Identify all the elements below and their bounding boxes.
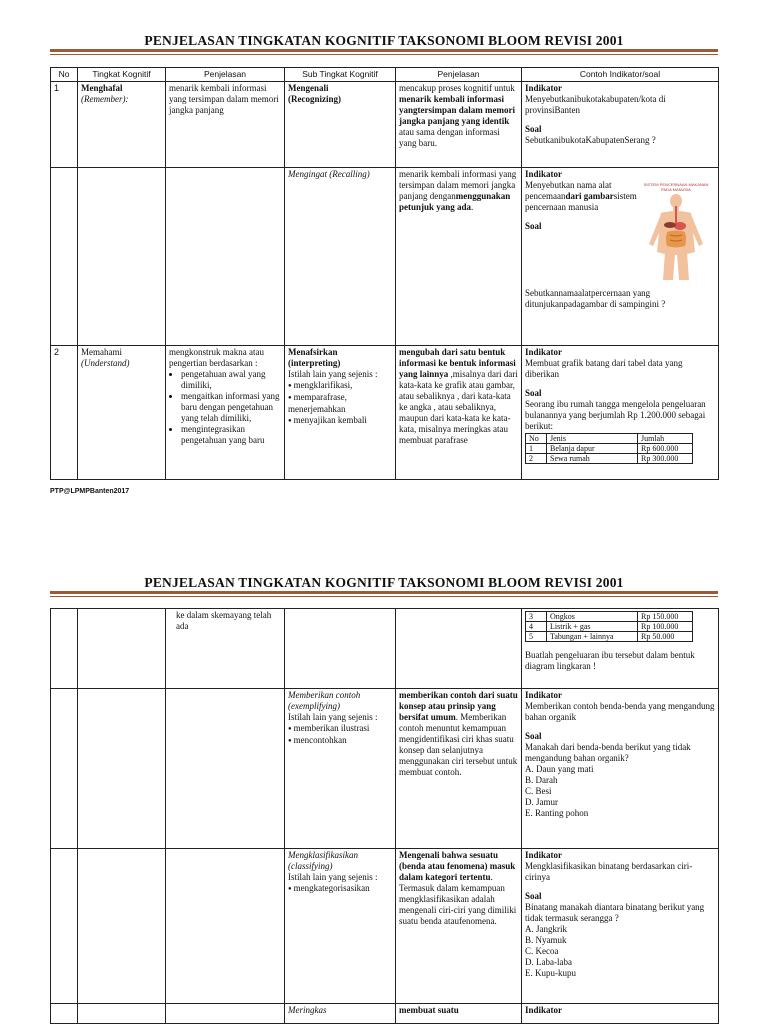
col-header-sub-desc: Penjelasan: [396, 68, 522, 82]
col-header-desc: Penjelasan: [166, 68, 285, 82]
list-item: ● mengkategorisasikan: [288, 883, 392, 895]
level-name-en: (Understand): [81, 358, 130, 368]
mini-table-header: [526, 434, 693, 444]
bloom-table-page2: [50, 608, 719, 1024]
mini-col-type: Jenis: [547, 434, 638, 444]
desc-text: menarik kembali informasi yang tersimpan dalam memori jangka panjang dengan: [399, 169, 517, 201]
sub-level-name-en: (interpreting): [288, 358, 341, 368]
alt-terms-label: Istilah lain yang sejenis :: [288, 369, 378, 379]
question-label: Soal: [525, 124, 542, 134]
desc-text: mencakup proses kognitif untuk: [399, 83, 515, 93]
row-number: 1: [51, 82, 78, 168]
answer-option: E. Kupu-kupu: [525, 968, 576, 978]
list-item: • mengaitkan informasi yang baru dengan pengetahuan yang telah dimiliki,: [181, 391, 281, 424]
page-footer: PTP@LPMPBanten2017: [50, 488, 130, 495]
sub-level-cell: [285, 82, 396, 168]
indicator-text: Memberikan contoh benda-benda yang mengandung bahan organik: [525, 701, 715, 722]
indicator-label: Indikator: [525, 690, 563, 700]
image-caption: SISTEM PENCERNAAN MAKANAN PADA MANUSIA: [643, 182, 709, 192]
desc-bold: memberikan contoh dari suatu konsep atau prinsip yang bersifat umum: [399, 690, 518, 722]
indicator-text: Menyebutkanibukotakabupaten/kota di provinsiBanten: [525, 94, 666, 115]
answer-option: D. Laba-laba: [525, 957, 572, 967]
desc-text: ,misalnya dari dari kata-kata ke grafik atau gambar, atau sebaliknya , dari kata-kata ke angka , atau sebaliknya, maupun dari kata-kata ke kata-kata, misalnya meringkas atau membuat parafrase: [399, 369, 518, 445]
sub-level-desc: [396, 82, 522, 168]
desc-bold: membuat suatu: [399, 1005, 459, 1015]
sub-level-desc: [396, 849, 522, 1004]
question-label: Soal: [525, 731, 542, 741]
sub-level-name: Mengenali: [288, 83, 329, 93]
expense-table: [525, 433, 693, 464]
col-header-sub: Sub Tingkat Kognitif: [285, 68, 396, 82]
table-header-row: [51, 68, 719, 82]
sub-level-desc: [396, 168, 522, 346]
sub-level-desc: [396, 1004, 522, 1024]
table-row: [51, 168, 719, 346]
sub-level-name: Meringkas: [288, 1005, 327, 1015]
answer-options: [525, 764, 715, 819]
sub-level-cell: [285, 849, 396, 1004]
title-rule: [50, 49, 718, 52]
list-item: • mengintegrasikan pengetahuan yang baru: [181, 424, 281, 446]
desc-bold: menarik kembali informasi yangtersimpan dalam memori jangka panjang yang identik: [399, 94, 515, 126]
alt-terms-label: Istilah lain yang sejenis :: [288, 712, 378, 722]
question-text: Binatang manakah diantara binatang berikut yang tidak termasuk serangga ?: [525, 902, 705, 923]
level-cell: [78, 82, 166, 168]
sub-level-desc: [396, 346, 522, 480]
answer-option: A. Daun yang mati: [525, 764, 594, 774]
table-row: [51, 1004, 719, 1024]
digestive-system-image: [641, 182, 711, 282]
mini-col-no: No: [526, 434, 547, 444]
list-item: ● memparafrase, menerjemahkan: [288, 392, 392, 415]
sub-level-cell: [285, 168, 396, 346]
list-item: ● mengklarifikasi,: [288, 380, 392, 392]
indicator-label: Indikator: [525, 1005, 563, 1015]
answer-option: C. Besi: [525, 786, 552, 796]
title-rule-thin: [50, 54, 718, 55]
answer-option: D. Jamur: [525, 797, 558, 807]
answer-option: C. Kecoa: [525, 946, 559, 956]
table-row: 1 Belanja dapur Rp 600.000: [526, 444, 693, 454]
question-text: SebutkanibukotaKabupatenSerang ?: [525, 135, 656, 145]
question-label: Soal: [525, 388, 542, 398]
example-cell: [522, 82, 719, 168]
page-title: PENJELASAN TINGKATAN KOGNITIF TAKSONOMI BLOOM REVISI 2001: [144, 33, 624, 48]
question-label: Soal: [525, 891, 542, 901]
answer-option: B. Nyamuk: [525, 935, 567, 945]
indicator-text: Mengklasifikasikan binatang berdasarkan ciri-cirinya: [525, 861, 693, 882]
example-cell: [522, 1004, 719, 1024]
level-name: Menghafal: [81, 83, 123, 93]
answer-option: E. Ranting pohon: [525, 808, 589, 818]
digestive-body-figure: [641, 192, 711, 280]
answer-option: A. Jangkrik: [525, 924, 567, 934]
list-item: ● mencontohkan: [288, 735, 392, 747]
alt-terms-label: Istilah lain yang sejenis :: [288, 872, 378, 882]
table-row: [51, 346, 719, 480]
question-label: Soal: [525, 221, 542, 231]
desc-text: .: [471, 202, 474, 212]
example-cell: [522, 346, 719, 480]
sub-level-name: Menafsirkan: [288, 347, 338, 357]
task-text: Buatlah pengeluaran ibu tersebut dalam bentuk diagram lingkaran !: [525, 650, 695, 671]
sub-level-cell: [285, 1004, 396, 1024]
table-row: 5 Tabungan + lainnya Rp 50.000: [526, 632, 693, 642]
col-header-level: Tingkat Kognitif: [78, 68, 166, 82]
indicator-label: Indikator: [525, 169, 563, 179]
indicator-label: Indikator: [525, 347, 563, 357]
sub-level-name: Mengklasifikasikan: [288, 850, 358, 860]
desc-bold: Mengenali bahwa sesuatu (benda atau fenomena) masuk dalam kategori tertentu: [399, 850, 516, 882]
sub-level-name-en: (classifying): [288, 861, 333, 871]
list-item: ● memberikan ilustrasi: [288, 723, 392, 735]
example-cell: [522, 168, 719, 346]
page-title: PENJELASAN TINGKATAN KOGNITIF TAKSONOMI BLOOM REVISI 2001: [144, 575, 624, 590]
table-row: [51, 849, 719, 1004]
question-text: Sebutkannamaalatpercernaan yang ditunjukanpadagambar di sampingini ?: [525, 288, 666, 309]
level-desc-continued: ke dalam skemayang telah ada: [166, 609, 285, 689]
col-header-example: Contoh Indikator/soal: [522, 68, 719, 82]
table-row: 2 Sewa rumah Rp 300.000: [526, 454, 693, 464]
sub-level-cell: [285, 689, 396, 849]
desc-intro: mengkonstruk makna atau pengertian berdasarkan :: [169, 347, 264, 368]
indicator-label: Indikator: [525, 850, 563, 860]
sub-level-desc: [396, 689, 522, 849]
col-header-no: No: [51, 68, 78, 82]
sub-level-cell: [285, 346, 396, 480]
desc-text: . Memberikan contoh menuntut kemampuan mengidentifikasi ciri khas suatu konsep dan selanjutnya menggunakan ciri tersebut untuk membuat contoh.: [399, 712, 518, 777]
indicator-label: Indikator: [525, 83, 563, 93]
sub-level-name: Mengingat (Recalling): [288, 169, 370, 179]
example-cell: [522, 609, 719, 689]
desc-text: atau sama dengan informasi yang baru.: [399, 127, 500, 148]
sub-level-name-en: (Recognizing): [288, 94, 341, 104]
desc-text: . Termasuk dalam kemampuan mengklasifikasikan adalah mengenali ciri-ciri yang dimiliki suatu benda ataufenomena.: [399, 872, 517, 926]
level-desc: menarik kembali informasi yang tersimpan dalam memori jangka panjang: [166, 82, 285, 168]
level-cell: [78, 346, 166, 480]
level-desc: [166, 346, 285, 480]
bloom-table-page1: [50, 67, 719, 480]
level-name-en: (Remember):: [81, 94, 129, 104]
expense-table: [525, 611, 693, 642]
answer-option: B. Darah: [525, 775, 558, 785]
example-cell: [522, 849, 719, 1004]
table-row: 3 Ongkos Rp 150.000: [526, 612, 693, 622]
title-rule: [50, 591, 718, 594]
question-text: Manakah dari benda-benda berikut yang tidak mengandung bahan organik?: [525, 742, 691, 763]
answer-options: [525, 924, 715, 979]
row-number: 2: [51, 346, 78, 480]
table-row: [51, 689, 719, 849]
question-text: Seorang ibu rumah tangga mengelola pengeluaran bulanannya yang berjumlah Rp 1.200.000 sebagai berikut:: [525, 399, 706, 431]
table-row: [51, 609, 719, 689]
list-item: ● menyajikan kembali: [288, 415, 392, 427]
mini-col-amount: Jumlah: [638, 434, 693, 444]
example-cell: [522, 689, 719, 849]
title-rule-thin: [50, 596, 718, 597]
desc-bold: menggunakan petunjuk yang ada: [399, 191, 511, 212]
desc-bold: mengubah dari satu bentuk informasi ke bentuk informasi yang lainnya: [399, 347, 516, 379]
list-item: • pengetahuan awal yang dimiliki,: [181, 369, 281, 391]
table-row: 4 Listrik + gas Rp 100.000: [526, 622, 693, 632]
indicator-text: Menyebutkan nama alat pencemaandari gambarsistem pencernaan manusia: [525, 180, 637, 212]
sub-level-name-en: (exemplifying): [288, 701, 340, 711]
indicator-text: Membuat grafik batang dari tabel data yang diberikan: [525, 358, 683, 379]
sub-level-name: Memberikan contoh: [288, 690, 361, 700]
level-name: Memahami: [81, 347, 122, 357]
table-row: [51, 82, 719, 168]
